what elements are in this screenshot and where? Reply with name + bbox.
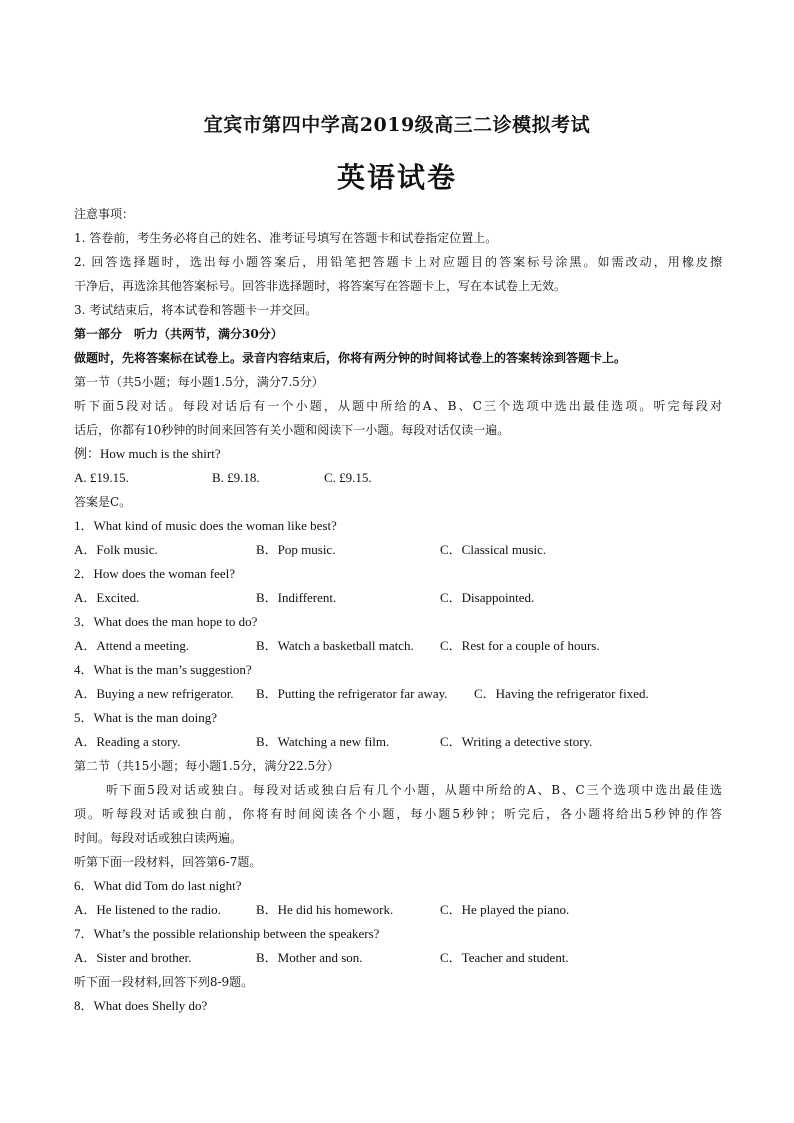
section2-desc-a: 听下面5段对话或独白。每段对话或独白后有几个小题，从题中所给的A、B、C三个选项中选出最佳选 xyxy=(106,783,722,797)
exam-page: 宜宾市第四中学高2019级高三二诊模拟考试 英语试卷 注意事项： 1. 答卷前，考生务必将自己的姓名、准考证号填写在答题卡和试卷指定位置上。 2. 回答选择题时，选出每小题答案后，用铅笔把答题卡上对应题目的答案标号涂黑。如需改动，用橡皮擦 干净后，再选涂其他答案标号。回答非选择题时，将答案写在答题卡上，写在本试卷上无效。 3. 考试结束后，将本试卷和答题卡一并交回。 第一部分 听力（共两节，满分30分） 做题时，先将答案标在试卷上。录音内容结束后，你将有两分钟的时间将试卷上的答案转涂到答题卡上。 第一节（共5小题；每小题1.5分，满分7.5分） 听下面5段对话。每段对话后有一个小题，从题中所给的A、B、C三个选项中选出最佳选项。听完每段对 话后，你都有10秒钟的时间来回答有关小题和阅读下一小题。每段对话仅读一遍。 例：How much is the shirt? A. £19.15. B. £9.18. C. £9.15. 答案是C。 1．What kind of music does the woman like best? A．Folk music. B．Pop music. C．Classical music. 2．How does the woman feel? A．Excited. B．Indifferent. C．Disappointed. 3．What does the man hope to do? A．Attend a meeting. B．Watch a basketball match. C．Rest for a couple of hours. 4．What is the man’s suggestion? A．Buying a new refrigerator. B．Putting the refrigerator far away. C．Having the refrigerator fixed. 5．What is the man doing? A．Reading a story. B．Watching a new film. C．Writing a detective story. 第二节（共15小题；每小题1.5分，满分22.5分） 听下面5段对话或独白。每段对话或独白后有几个小题，从题中所给的A、B、C三个选项中选出最佳选 项。听每段对话或独白前，你将有时间阅读各个小题，每小题5秒钟；听完后，各小题将给出5秒钟的作答 时间。每段对话或独白读两遍。 听第下面一段材料，回答第6-7题。 6．What did Tom do last night? A．He listened to the radio. B．He did his homework. C．He played the piano. 7．What’s the possible relationship between the speakers? A．Sister and brother. B．Mother and son. C．Teacher and student. 听下面一段材料,回答下列8-9题。 8．What does Shelly do? xyxy=(0,0,794,1123)
section1-desc-b: 话后，你都有10秒钟的时间来回答有关小题和阅读下一小题。每段对话仅读一遍。 xyxy=(74,423,510,437)
section1-desc-a: 听下面5段对话。每段对话后有一个小题，从题中所给的A、B、C三个选项中选出最佳选项。听完每段对 xyxy=(74,399,722,413)
part1-heading: 第一部分 听力（共两节，满分30分） xyxy=(74,327,283,341)
notice-item-2a: 2. 回答选择题时，选出每小题答案后，用铅笔把答题卡上对应题目的答案标号涂黑。如需改动，用橡皮擦 xyxy=(74,255,722,269)
example-answer: 答案是C。 xyxy=(74,495,132,509)
part1-instruction: 做题时，先将答案标在试卷上。录音内容结束后，你将有两分钟的时间将试卷上的答案转涂到答题卡上。 xyxy=(74,351,627,365)
group-6-7-heading: 听第下面一段材料，回答第6-7题。 xyxy=(74,855,262,869)
exam-subtitle: 英语试卷 xyxy=(336,161,457,194)
group-8-9-heading: 听下面一段材料,回答下列8-9题。 xyxy=(74,975,254,989)
example-option-c: C. £9.15. xyxy=(324,470,372,485)
notice-item-3: 3. 考试结束后，将本试卷和答题卡一并交回。 xyxy=(74,303,318,317)
example-option-a: A. £19.15. xyxy=(74,470,129,485)
section2-desc-b: 项。听每段对话或独白前，你将有时间阅读各个小题，每小题5秒钟；听完后，各小题将给出5秒钟的作答 xyxy=(74,807,722,821)
section1-heading: 第一节（共5小题；每小题1.5分，满分7.5分） xyxy=(74,375,324,389)
example-option-b: B. £9.18. xyxy=(212,470,260,485)
section2-heading: 第二节（共15小题；每小题1.5分，满分22.5分） xyxy=(74,759,340,773)
notice-heading: 注意事项： xyxy=(74,207,135,221)
section2-desc-c: 时间。每段对话或独白读两遍。 xyxy=(74,831,243,845)
notice-item-1: 1. 答卷前，考生务必将自己的姓名、准考证号填写在答题卡和试卷指定位置上。 xyxy=(74,231,498,245)
notice-item-2b: 干净后，再选涂其他答案标号。回答非选择题时，将答案写在答题卡上，写在本试卷上无效。 xyxy=(74,279,567,293)
exam-title: 宜宾市第四中学高2019级高三二诊模拟考试 xyxy=(203,114,591,136)
